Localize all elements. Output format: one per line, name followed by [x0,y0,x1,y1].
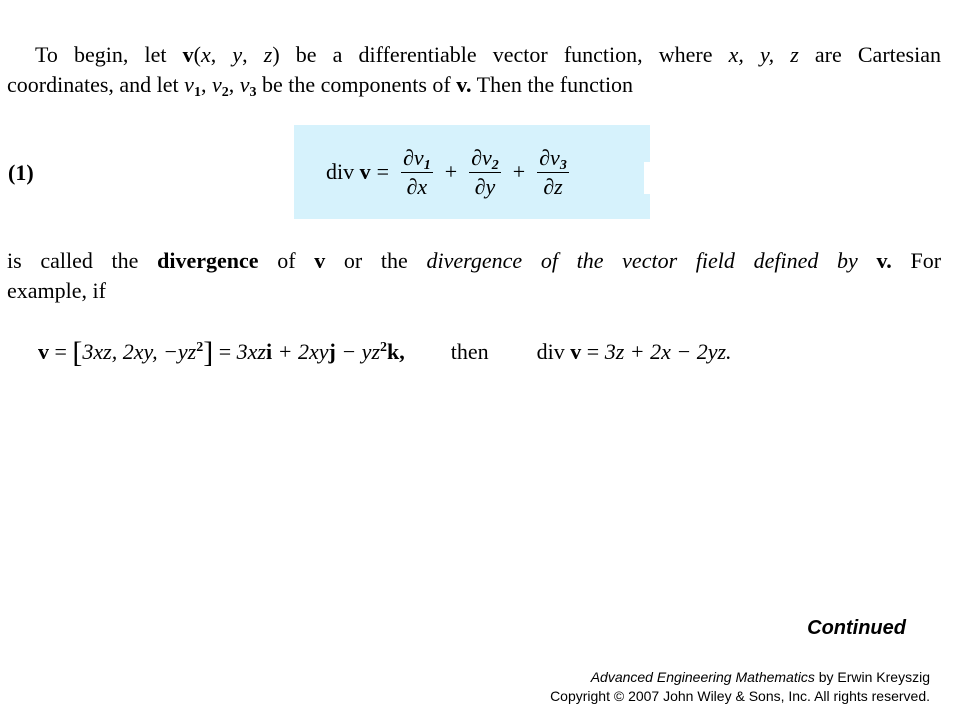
copyright-line: Copyright © 2007 John Wiley & Sons, Inc. All rights reserved. [550,688,930,704]
example-equation: v = [3xz, 2xy, $-yz^2] = 3xzi + 2xyj - yz^2k$, then div v = 3z + 2x − 2yz. [38,336,732,369]
divergence-definition-paragraph: is called the divergence of v or the divergence of the vector field defined by v. For example, if [7,248,942,303]
partial-fraction-1: $\frac{\partial v_1}{\partial x}$ [403,144,431,199]
intro-paragraph: To begin, let v(x, y, z) be a differentiable vector function, where x, y, z are Cartesian coordinates, and let $v_1$, $v_2$, $v_3$ be the components of v. Then the function [7,42,941,100]
book-title: Advanced Engineering Mathematics [590,669,815,685]
continued-label: Continued [807,617,906,639]
partial-fraction-2: $\frac{\partial v_2}{\partial y}$ [471,144,499,199]
equation-number: (1) [8,160,34,185]
divergence-formula: div v = $\frac{\partial v_1}{\partial x}$ + $\frac{\partial v_2}{\partial y}$ + $\frac{\partial v_3}{\partial z}$ [326,144,567,199]
footer-citation: Advanced Engineering Mathematics by Erwin Kreyszig Copyright © 2007 John Wiley & Sons, Inc. All rights reserved. [550,669,930,704]
divergence-equation-box [294,125,650,219]
partial-fraction-3: $\frac{\partial v_3}{\partial z}$ [539,144,567,199]
